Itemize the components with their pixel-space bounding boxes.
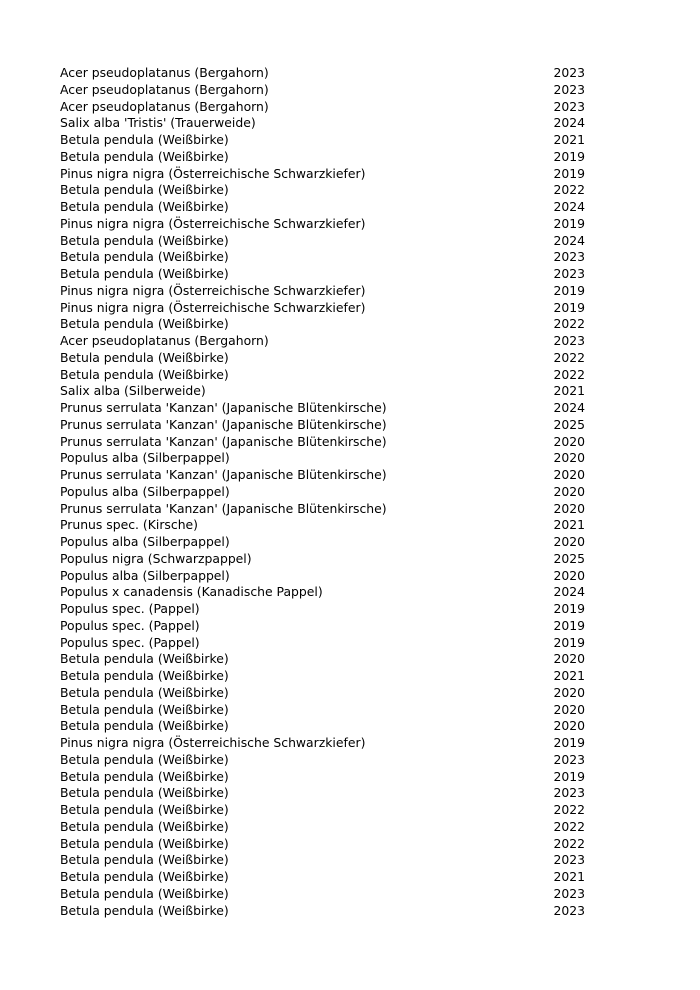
- species-cell: Betula pendula (Weißbirke): [60, 852, 229, 868]
- year-cell: 2024: [553, 115, 585, 131]
- species-cell: Betula pendula (Weißbirke): [60, 802, 229, 817]
- species-cell: Populus spec. (Pappel): [60, 601, 200, 616]
- year-cell: 2021: [553, 517, 585, 533]
- year-cell: 2023: [553, 65, 585, 80]
- table-row: [60, 568, 585, 585]
- species-cell: Acer pseudoplatanus (Bergahorn): [60, 81, 269, 97]
- species-cell: Pinus nigra nigra (Österreichische Schwarzkiefer): [60, 165, 366, 181]
- species-cell: Betula pendula (Weißbirke): [60, 349, 229, 365]
- species-cell: Populus x canadensis (Kanadische Pappel): [60, 584, 323, 600]
- species-cell: Betula pendula (Weißbirke): [60, 751, 229, 767]
- species-cell: Betula pendula (Weißbirke): [60, 785, 229, 801]
- table-row: [60, 501, 585, 518]
- table-row: [60, 367, 585, 384]
- year-cell: 2019: [553, 165, 585, 181]
- year-cell: 2019: [553, 634, 585, 650]
- species-cell: Prunus serrulata 'Kanzan' (Japanische Blütenkirsche): [60, 500, 387, 516]
- species-cell: Betula pendula (Weißbirke): [60, 148, 229, 164]
- species-cell: Prunus serrulata 'Kanzan' (Japanische Blütenkirsche): [60, 400, 387, 415]
- species-cell: Salix alba 'Tristis' (Trauerweide): [60, 115, 256, 131]
- year-cell: 2025: [553, 550, 585, 566]
- year-cell: 2021: [553, 668, 585, 683]
- table-row: [60, 434, 585, 451]
- species-cell: Populus alba (Silberpappel): [60, 567, 230, 583]
- species-cell: Betula pendula (Weißbirke): [60, 902, 229, 918]
- table-row: [60, 903, 585, 920]
- table-row: [60, 819, 585, 836]
- table-row: [60, 82, 585, 99]
- year-cell: 2023: [553, 751, 585, 767]
- table-row: [60, 584, 585, 601]
- species-cell: Betula pendula (Weißbirke): [60, 869, 229, 884]
- table-row: [60, 400, 585, 417]
- table-row: [60, 99, 585, 116]
- year-cell: 2022: [553, 182, 585, 198]
- year-cell: 2023: [553, 785, 585, 801]
- year-cell: 2023: [553, 852, 585, 868]
- table-row: [60, 551, 585, 568]
- species-cell: Populus spec. (Pappel): [60, 617, 200, 633]
- year-cell: 2021: [553, 132, 585, 147]
- year-cell: 2020: [553, 500, 585, 516]
- table-row: [60, 283, 585, 300]
- year-cell: 2019: [553, 617, 585, 633]
- year-cell: 2021: [553, 869, 585, 884]
- table-row: [60, 166, 585, 183]
- table-row: [60, 467, 585, 484]
- species-cell: Prunus serrulata 'Kanzan' (Japanische Blütenkirsche): [60, 433, 387, 449]
- species-cell: Prunus serrulata 'Kanzan' (Japanische Blütenkirsche): [60, 467, 387, 482]
- table-row: [60, 702, 585, 719]
- species-cell: Betula pendula (Weißbirke): [60, 718, 229, 734]
- species-cell: Populus alba (Silberpappel): [60, 534, 230, 549]
- species-cell: Betula pendula (Weißbirke): [60, 182, 229, 198]
- table-row: [60, 769, 585, 786]
- year-cell: 2023: [553, 249, 585, 265]
- year-cell: 2022: [553, 802, 585, 817]
- year-cell: 2019: [553, 768, 585, 784]
- year-cell: 2019: [553, 601, 585, 616]
- table-row: [60, 668, 585, 685]
- species-cell: Acer pseudoplatanus (Bergahorn): [60, 65, 269, 80]
- species-cell: Betula pendula (Weißbirke): [60, 249, 229, 265]
- year-cell: 2020: [553, 651, 585, 667]
- year-cell: 2023: [553, 902, 585, 918]
- year-cell: 2023: [553, 266, 585, 281]
- table-row: [60, 886, 585, 903]
- table-row: [60, 199, 585, 216]
- species-cell: Pinus nigra nigra (Österreichische Schwarzkiefer): [60, 735, 366, 750]
- species-cell: Betula pendula (Weißbirke): [60, 266, 229, 281]
- table-row: [60, 383, 585, 400]
- table-row: [60, 651, 585, 668]
- table-row: [60, 300, 585, 317]
- species-cell: Betula pendula (Weißbirke): [60, 885, 229, 901]
- species-cell: Betula pendula (Weißbirke): [60, 701, 229, 717]
- table-row: [60, 350, 585, 367]
- table-row: [60, 802, 585, 819]
- year-cell: 2023: [553, 333, 585, 348]
- species-cell: Pinus nigra nigra (Österreichische Schwarzkiefer): [60, 299, 366, 315]
- table-row: [60, 65, 585, 82]
- year-cell: 2020: [553, 567, 585, 583]
- table-row: [60, 785, 585, 802]
- year-cell: 2020: [553, 534, 585, 549]
- year-cell: 2022: [553, 349, 585, 365]
- species-cell: Betula pendula (Weißbirke): [60, 366, 229, 382]
- species-cell: Betula pendula (Weißbirke): [60, 768, 229, 784]
- year-cell: 2020: [553, 450, 585, 466]
- year-cell: 2023: [553, 81, 585, 97]
- tree-list-table: [60, 65, 585, 919]
- species-cell: Betula pendula (Weißbirke): [60, 818, 229, 834]
- table-row: [60, 618, 585, 635]
- year-cell: 2019: [553, 735, 585, 750]
- species-cell: Prunus serrulata 'Kanzan' (Japanische Blütenkirsche): [60, 416, 387, 432]
- table-row: [60, 417, 585, 434]
- species-cell: Betula pendula (Weißbirke): [60, 316, 229, 332]
- year-cell: 2022: [553, 366, 585, 382]
- species-cell: Pinus nigra nigra (Österreichische Schwarzkiefer): [60, 215, 366, 231]
- table-row: [60, 216, 585, 233]
- species-cell: Populus nigra (Schwarzpappel): [60, 550, 252, 566]
- year-cell: 2022: [553, 835, 585, 851]
- year-cell: 2020: [553, 467, 585, 482]
- table-row: [60, 869, 585, 886]
- species-cell: Betula pendula (Weißbirke): [60, 199, 229, 214]
- species-cell: Salix alba (Silberweide): [60, 383, 206, 399]
- table-row: [60, 685, 585, 702]
- table-row: [60, 852, 585, 869]
- species-cell: Betula pendula (Weißbirke): [60, 668, 229, 683]
- table-row: [60, 718, 585, 735]
- table-row: [60, 266, 585, 283]
- species-cell: Acer pseudoplatanus (Bergahorn): [60, 98, 269, 114]
- year-cell: 2020: [553, 718, 585, 734]
- year-cell: 2023: [553, 98, 585, 114]
- year-cell: 2024: [553, 232, 585, 248]
- year-cell: 2020: [553, 483, 585, 499]
- table-row: [60, 534, 585, 551]
- table-row: [60, 450, 585, 467]
- table-row: [60, 836, 585, 853]
- table-row: [60, 752, 585, 769]
- table-row: [60, 635, 585, 652]
- table-row: [60, 735, 585, 752]
- species-cell: Prunus spec. (Kirsche): [60, 517, 199, 533]
- year-cell: 2021: [553, 383, 585, 399]
- table-row: [60, 182, 585, 199]
- table-row: [60, 249, 585, 266]
- species-cell: Betula pendula (Weißbirke): [60, 684, 229, 700]
- year-cell: 2020: [553, 433, 585, 449]
- year-cell: 2025: [553, 416, 585, 432]
- year-cell: 2024: [553, 400, 585, 415]
- table-row: [60, 132, 585, 149]
- table-row: [60, 484, 585, 501]
- year-cell: 2020: [553, 684, 585, 700]
- year-cell: 2020: [553, 701, 585, 717]
- year-cell: 2024: [553, 199, 585, 214]
- table-row: [60, 233, 585, 250]
- species-cell: Populus spec. (Pappel): [60, 634, 200, 650]
- year-cell: 2022: [553, 818, 585, 834]
- year-cell: 2022: [553, 316, 585, 332]
- table-row: [60, 601, 585, 618]
- species-cell: Acer pseudoplatanus (Bergahorn): [60, 333, 269, 348]
- table-row: [60, 517, 585, 534]
- table-row: [60, 316, 585, 333]
- species-cell: Populus alba (Silberpappel): [60, 450, 230, 466]
- species-cell: Betula pendula (Weißbirke): [60, 132, 229, 147]
- table-row: [60, 149, 585, 166]
- species-cell: Populus alba (Silberpappel): [60, 483, 230, 499]
- year-cell: 2019: [553, 148, 585, 164]
- year-cell: 2019: [553, 215, 585, 231]
- table-row: [60, 333, 585, 350]
- species-cell: Pinus nigra nigra (Österreichische Schwarzkiefer): [60, 282, 366, 298]
- species-cell: Betula pendula (Weißbirke): [60, 835, 229, 851]
- species-cell: Betula pendula (Weißbirke): [60, 232, 229, 248]
- year-cell: 2019: [553, 299, 585, 315]
- table-row: [60, 115, 585, 132]
- year-cell: 2023: [553, 885, 585, 901]
- year-cell: 2024: [553, 584, 585, 600]
- species-cell: Betula pendula (Weißbirke): [60, 651, 229, 667]
- year-cell: 2019: [553, 282, 585, 298]
